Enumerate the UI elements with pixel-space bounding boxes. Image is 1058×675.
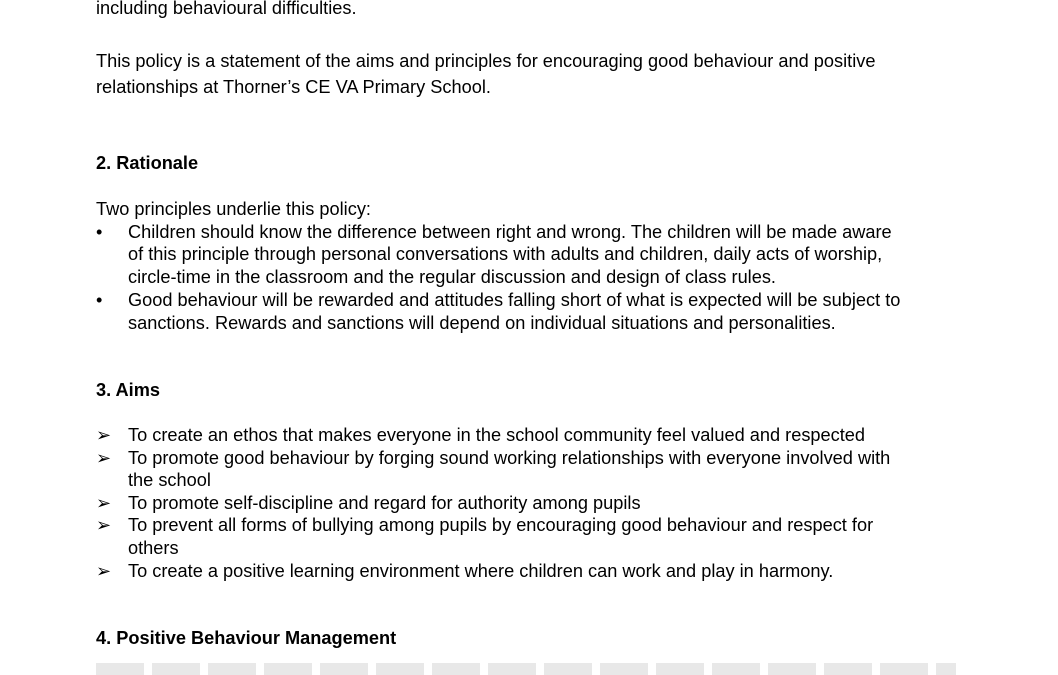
rationale-bullet-1-line-3: circle-time in the classroom and the regular discussion and design of class rules. bbox=[128, 267, 776, 287]
section-heading-positive-behaviour: 4. Positive Behaviour Management bbox=[96, 628, 397, 648]
intro-line-2: relationships at Thorner’s CE VA Primary School. bbox=[96, 77, 491, 97]
aims-item-4-line-2: others bbox=[128, 538, 179, 558]
aims-item-5-line-1: To create a positive learning environment where children can work and play in harmony. bbox=[128, 561, 834, 581]
bullet-icon: • bbox=[96, 290, 103, 310]
rationale-bullet-1-line-1: Children should know the difference between right and wrong. The children will be made aware bbox=[128, 222, 892, 242]
intro-line-1: This policy is a statement of the aims and principles for encouraging good behaviour and positive bbox=[96, 51, 876, 71]
rationale-lead: Two principles underlie this policy: bbox=[96, 199, 371, 219]
rationale-bullet-1-line-2: of this principle through personal conversations with adults and children, daily acts of worship, bbox=[128, 244, 883, 264]
rationale-bullet-2-line-2: sanctions. Rewards and sanctions will depend on individual situations and personalities. bbox=[128, 313, 836, 333]
aims-item-2-line-2: the school bbox=[128, 470, 211, 490]
aims-item-4-line-1: To prevent all forms of bullying among pupils by encouraging good behaviour and respect for bbox=[128, 515, 874, 535]
arrow-bullet-icon: ➢ bbox=[96, 493, 112, 513]
arrow-bullet-icon: ➢ bbox=[96, 425, 112, 445]
aims-item-3-line-1: To promote self-discipline and regard for authority among pupils bbox=[128, 493, 641, 513]
aims-item-2-line-1: To promote good behaviour by forging sound working relationships with everyone involved with bbox=[128, 448, 891, 468]
bullet-icon: • bbox=[96, 222, 103, 242]
arrow-bullet-icon: ➢ bbox=[96, 448, 112, 468]
top-fragment-text: including behavioural difficulties. bbox=[96, 0, 357, 18]
arrow-bullet-icon: ➢ bbox=[96, 561, 112, 581]
cut-off-text-line bbox=[96, 663, 956, 675]
arrow-bullet-icon: ➢ bbox=[96, 515, 112, 535]
aims-item-1-line-1: To create an ethos that makes everyone in the school community feel valued and respected bbox=[128, 425, 866, 445]
section-heading-aims: 3. Aims bbox=[96, 380, 161, 400]
rationale-bullet-2-line-1: Good behaviour will be rewarded and attitudes falling short of what is expected will be subject to bbox=[128, 290, 901, 310]
section-heading-rationale: 2. Rationale bbox=[96, 153, 199, 173]
